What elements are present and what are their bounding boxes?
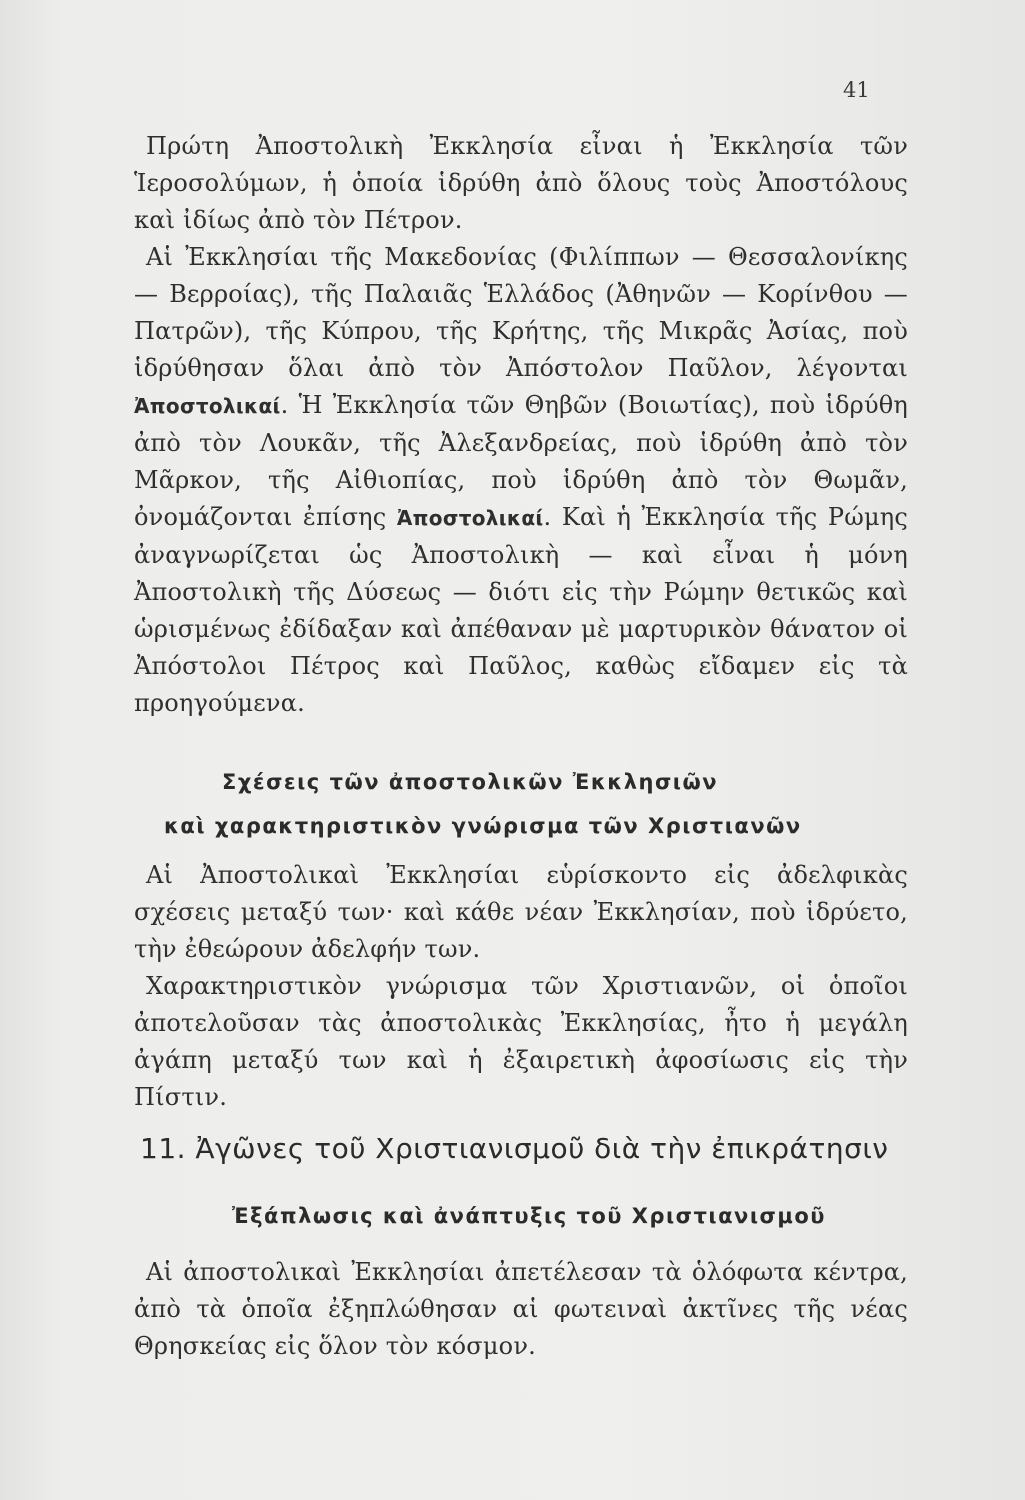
paragraph-text: . Ἡ Ἐκκλησία τῶν Θηβῶν (Βοιωτίας), ποὺ ἱδρύθη ἀπὸ τὸν Λουκᾶν, τῆς Ἀλεξανδρείας, ποὺ ἱδρύθη ἀπὸ τὸν Μᾶρκον, τῆς Αἰθιοπίας, ποὺ ἱδρύθη ἀπὸ τὸν Θωμᾶν, ὀνομάζονται ἐπίσης [134,391,908,531]
paragraph-text: . Καὶ ἡ Ἐκκλησία τῆς Ρώμης ἀναγνωρίζεται ὡς Ἀποστολικὴ — καὶ εἶναι ἡ μόνη Ἀποστολικὴ τῆς Δύσεως — διότι εἰς τὴν Ρώμην θετικῶς καὶ ὡρισμένως ἐδίδαξαν καὶ ἀπέθαναν μὲ μαρτυρικὸν θάνατον οἱ Ἀπόστολοι Πέτρος καὶ Παῦλος, καθὼς εἴδαμεν εἰς τὰ προηγούμενα. [134,503,908,717]
paragraph-expansion: Αἱ ἀποστολικαὶ Ἐκκλησίαι ἀπετέλεσαν τὰ ὁλόφωτα κέντρα, ἀπὸ τὰ ὁποῖα ἐξηπλώθησαν αἱ φωτειναὶ ἀκτῖνες τῆς νέας Θρησκείας εἰς ὅλον τὸν κόσμον. [134,1258,908,1360]
page-number: 41 [843,78,870,102]
section-apostolic-churches [134,128,908,722]
paragraph-characteristic: Χαρακτηριστικὸν γνώρισμα τῶν Χριστιανῶν, οἱ ὁποῖοι ἀποτελοῦσαν τὰς ἀποστολικὰς Ἐκκλησίας, ἦτο ἡ μεγάλη ἀγάπη μεταξύ των καὶ ἡ ἐξαιρετικὴ ἀφοσίωσις εἰς τὴν Πίστιν. [134,972,908,1111]
paragraph-text: Αἱ Ἐκκλησίαι τῆς Μακεδονίας (Φιλίππων — Θεσσαλονίκης — Βερροίας), τῆς Παλαιᾶς Ἑλλάδος (Ἀθηνῶν — Κορίνθου — Πατρῶν), τῆς Κύπρου, τῆς Κρήτης, τῆς Μικρᾶς Ἀσίας, ποὺ ἱδρύθησαν ὅλαι ἀπὸ τὸν Ἀπόστολον Παῦλον, λέγονται [134,243,908,382]
section-relations [134,857,908,1116]
emphasized-term: Ἀποστολικαί [134,394,281,418]
section-heading-line-2: καὶ χαρακτηριστικὸν γνώρισμα τῶν Χριστιανῶν [164,814,802,838]
paragraph-apostolic-churches [134,239,908,722]
section-expansion [134,1254,908,1365]
chapter-heading: 11. Ἀγῶνες τοῦ Χριστιανισμοῦ διὰ τὴν ἐπικράτησιν [140,1132,889,1165]
emphasized-term: Ἀποστολικαί [396,506,544,530]
paragraph-relations: Αἱ Ἀποστολικαὶ Ἐκκλησίαι εὑρίσκοντο εἰς ἀδελφικὰς σχέσεις μεταξύ των· καὶ κάθε νέαν Ἐκκλησίαν, ποὺ ἱδρύετο, τὴν ἐθεώρουν ἀδελφήν των. [134,861,908,963]
subsection-heading: Ἐξάπλωσις καὶ ἀνάπτυξις τοῦ Χριστιανισμοῦ [232,1204,826,1228]
section-heading-line-1: Σχέσεις τῶν ἀποστολικῶν Ἐκκλησιῶν [222,770,719,794]
paragraph-first-church: Πρώτη Ἀποστολικὴ Ἐκκλησία εἶναι ἡ Ἐκκλησία τῶν Ἱεροσολύμων, ἡ ὁποία ἱδρύθη ἀπὸ ὅλους τοὺς Ἀποστόλους καὶ ἰδίως ἀπὸ τὸν Πέτρον. [134,132,908,234]
